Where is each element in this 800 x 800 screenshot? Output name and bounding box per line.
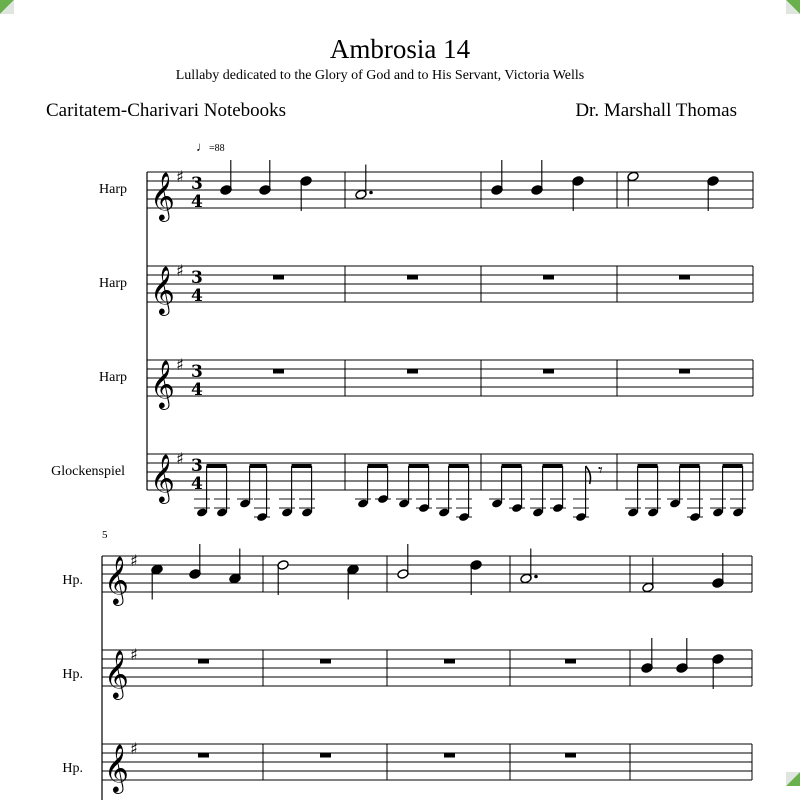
tempo-marking: ♩=88 [196,139,225,154]
score-title: Ambrosia 14 [329,34,471,64]
system1-staff3-key-sharp-icon: ♯ [176,355,184,374]
instrument-label-harp-2: Harp [99,276,127,291]
system1-staff1-treble-clef-icon: 𝄞 [150,171,175,220]
system1-staff1-key-sharp-icon: ♯ [176,167,184,186]
harp1-m2-dot [369,191,373,195]
whole-rest-icon [273,275,284,280]
whole-rest-icon [198,753,209,758]
whole-rest-icon [679,275,690,280]
system1-staff2-key-sharp-icon: ♯ [176,261,184,280]
instrument-label-harp-1: Harp [99,182,127,197]
whole-rest-icon [273,369,284,374]
whole-rest-icon [198,659,209,664]
system1-staff3-treble-clef-icon: 𝄞 [150,359,175,408]
publisher-label: Caritatem-Charivari Notebooks [46,100,287,121]
system1-staff2-time-bottom: 4 [191,286,203,306]
instrument-label-harp-3: Harp [99,370,127,385]
system1-staff1-time-bottom: 4 [191,192,203,212]
system1-staff1-time-top: 3 [191,174,203,194]
whole-rest-icon [543,275,554,280]
system1-staff4-time-bottom: 4 [191,474,203,494]
system1-staff3-time-bottom: 4 [191,380,203,400]
composer-label: Dr. Marshall Thomas [575,100,737,121]
system2-staff2-treble-clef-icon: 𝄞 [104,649,129,698]
whole-rest-icon [565,753,576,758]
whole-rest-icon [407,275,418,280]
whole-rest-icon [565,659,576,664]
whole-rest-icon [407,369,418,374]
measure-number: 5 [102,529,108,541]
tempo-value: =88 [209,143,225,154]
system1-staff4-time-top: 3 [191,456,203,476]
instrument-label-hp-1: Hp. [62,573,83,588]
system1-staff2-treble-clef-icon: 𝄞 [150,265,175,314]
whole-rest-icon [320,753,331,758]
system2-staff1-key-sharp-icon: ♯ [130,551,138,570]
whole-rest-icon [543,369,554,374]
instrument-label-hp-2: Hp. [62,667,83,682]
system1-staff4-key-sharp-icon: ♯ [176,449,184,468]
system1-staff4-treble-clef-icon: 𝄞 [150,453,175,502]
whole-rest-icon [679,369,690,374]
score-subtitle: Lullaby dedicated to the Glory of God and to His Servant, Victoria Wells [175,68,585,83]
system2-staff3-key-sharp-icon: ♯ [130,739,138,758]
hp1-m8-dot [534,575,538,579]
whole-rest-icon [444,659,455,664]
system2-staff2-key-sharp-icon: ♯ [130,645,138,664]
system2-staff3-treble-clef-icon: 𝄞 [104,743,129,792]
system1-staff3-time-top: 3 [191,362,203,382]
eighth-rest-icon: 𝄾 [598,460,603,481]
system2-staff1-treble-clef-icon: 𝄞 [104,555,129,604]
instrument-label-glockenspiel: Glockenspiel [51,464,125,479]
instrument-label-hp-3: Hp. [62,761,83,776]
system1-staff2-time-top: 3 [191,268,203,288]
whole-rest-icon [444,753,455,758]
whole-rest-icon [320,659,331,664]
